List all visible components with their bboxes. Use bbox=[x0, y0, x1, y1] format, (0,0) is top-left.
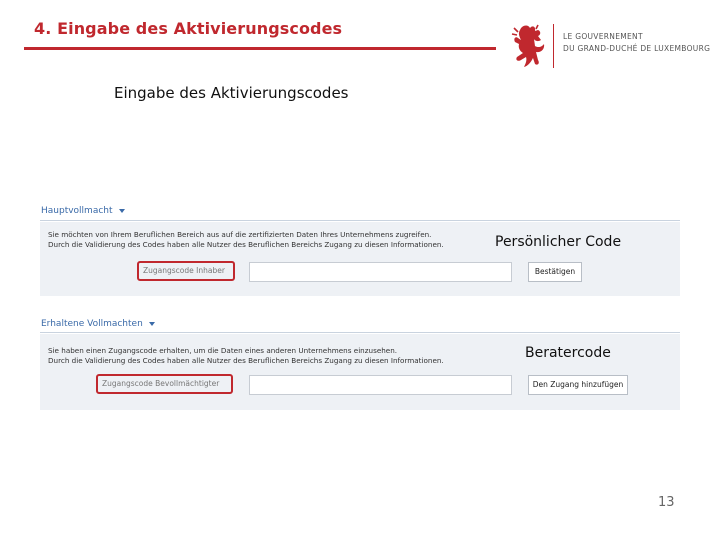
logo-text-line1: LE GOUVERNEMENT bbox=[563, 32, 643, 41]
title-divider bbox=[24, 47, 496, 50]
access-code-owner-input[interactable] bbox=[249, 262, 512, 282]
add-access-button[interactable]: Den Zugang hinzufügen bbox=[528, 375, 628, 395]
panel-description-line1: Sie haben einen Zugangscode erhalten, um die Daten eines anderen Unternehmens einzusehen. bbox=[48, 346, 398, 355]
personal-code-callout: Persönlicher Code bbox=[495, 234, 622, 250]
adviser-code-callout: Beratercode bbox=[525, 345, 611, 361]
slide-subtitle: Eingabe des Aktivierungscodes bbox=[114, 84, 349, 102]
access-code-proxy-label: Zugangscode Bevollmächtigter bbox=[96, 374, 233, 394]
access-code-owner-label: Zugangscode Inhaber bbox=[137, 261, 235, 281]
government-logo bbox=[508, 22, 713, 70]
red-lion-icon bbox=[508, 22, 548, 70]
chevron-down-icon[interactable] bbox=[149, 322, 155, 326]
panel-header-erhaltene-vollmachten[interactable] bbox=[41, 319, 155, 329]
logo-text-line2: DU GRAND-DUCHÉ DE LUXEMBOURG bbox=[563, 44, 711, 53]
logo-separator bbox=[553, 24, 554, 68]
confirm-button[interactable]: Bestätigen bbox=[528, 262, 582, 282]
chevron-down-icon[interactable] bbox=[119, 209, 125, 213]
panel-header-hauptvollmacht[interactable] bbox=[41, 206, 125, 216]
access-code-proxy-input[interactable] bbox=[249, 375, 512, 395]
panel-header-label: Hauptvollmacht bbox=[41, 206, 113, 216]
panel-description-line2: Durch die Validierung des Codes haben alle Nutzer des Beruflichen Bereichs Zugang zu diesen Informationen. bbox=[48, 356, 444, 365]
panel-header-label: Erhaltene Vollmachten bbox=[41, 319, 143, 329]
panel-divider bbox=[40, 220, 680, 221]
page-number: 13 bbox=[658, 495, 675, 510]
panel-description-line2: Durch die Validierung des Codes haben alle Nutzer des Beruflichen Bereichs Zugang zu diesen Informationen. bbox=[48, 240, 444, 249]
panel-divider bbox=[40, 332, 680, 333]
panel-description-line1: Sie möchten von Ihrem Beruflichen Bereich aus auf die zertifizierten Daten Ihres Unternehmens zugreifen. bbox=[48, 230, 432, 239]
slide-title: 4. Eingabe des Aktivierungscodes bbox=[34, 19, 343, 38]
